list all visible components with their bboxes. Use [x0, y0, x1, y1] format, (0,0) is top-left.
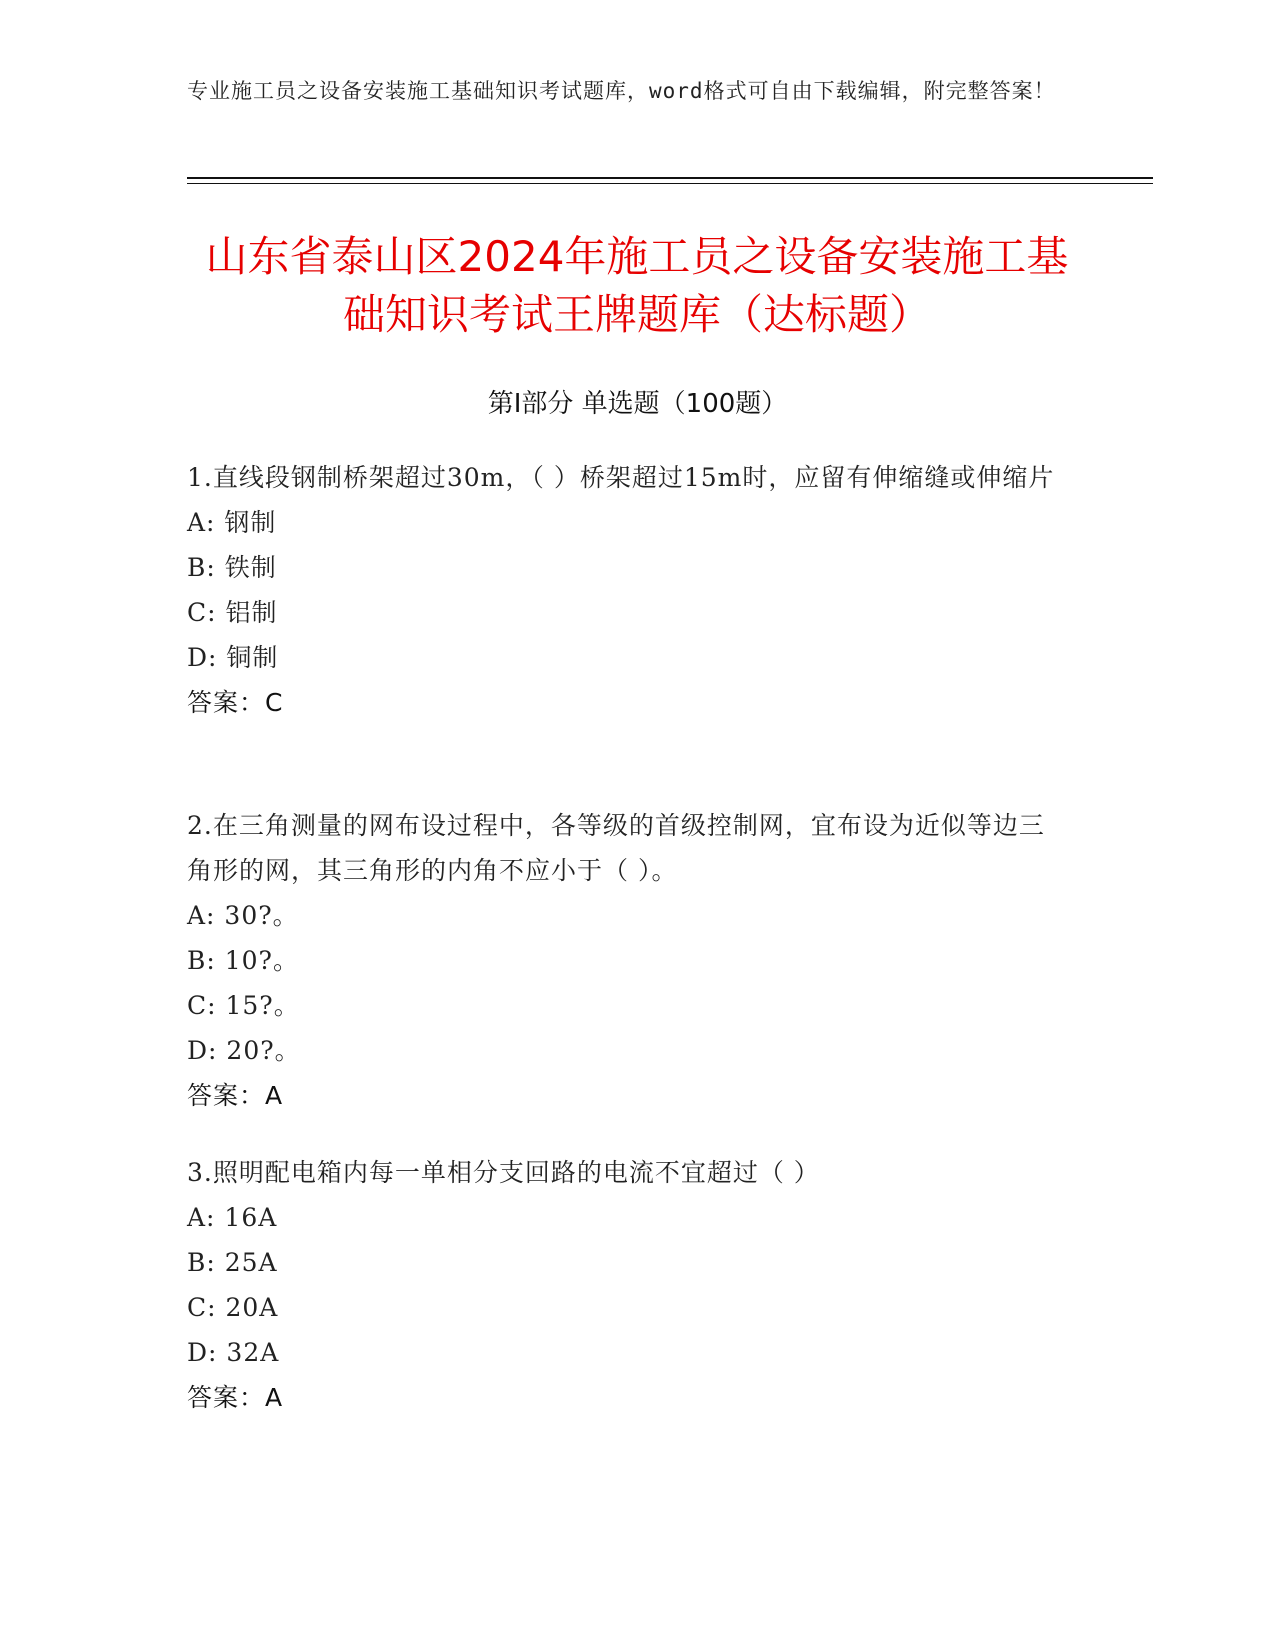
option-b: B: 25A	[187, 1248, 278, 1277]
option-b: B: 铁制	[187, 553, 277, 582]
header-note: 专业施工员之设备安装施工基础知识考试题库，word格式可自由下载编辑，附完整答案！	[187, 79, 1056, 103]
option-c: C: 20A	[187, 1293, 279, 1322]
header-divider-thick	[187, 177, 1153, 179]
option-b: B: 10?。	[187, 946, 299, 975]
question-2	[187, 803, 1067, 1118]
option-c: C: 铝制	[187, 598, 278, 627]
option-c: C: 15?。	[187, 991, 300, 1020]
option-a: A: 16A	[187, 1203, 278, 1232]
question-1	[187, 455, 1067, 725]
option-a: A: 钢制	[187, 508, 277, 537]
answer: 答案：A	[187, 1081, 284, 1110]
option-d: D: 20?。	[187, 1036, 301, 1065]
option-a: A: 30?。	[187, 901, 299, 930]
section-title: 第Ⅰ部分 单选题（100题）	[487, 389, 788, 419]
question-stem: 2.在三角测量的网布设过程中，各等级的首级控制网，宜布设为近似等边三角形的网，其三角形的内角不应小于（ ）。	[187, 811, 1045, 885]
question-stem: 3.照明配电箱内每一单相分支回路的电流不宜超过（ ）	[187, 1158, 820, 1187]
option-d: D: 32A	[187, 1338, 280, 1367]
option-d: D: 铜制	[187, 643, 279, 672]
answer: 答案：C	[187, 688, 284, 717]
question-stem: 1.直线段钢制桥架超过30m，（ ）桥架超过15m时，应留有伸缩缝或伸缩片	[187, 463, 1055, 492]
answer: 答案：A	[187, 1383, 284, 1412]
question-3	[187, 1150, 1067, 1420]
document-title: 山东省泰山区2024年施工员之设备安装施工基础知识考试王牌题库（达标题）	[205, 232, 1069, 339]
header-divider-thin	[187, 183, 1153, 184]
